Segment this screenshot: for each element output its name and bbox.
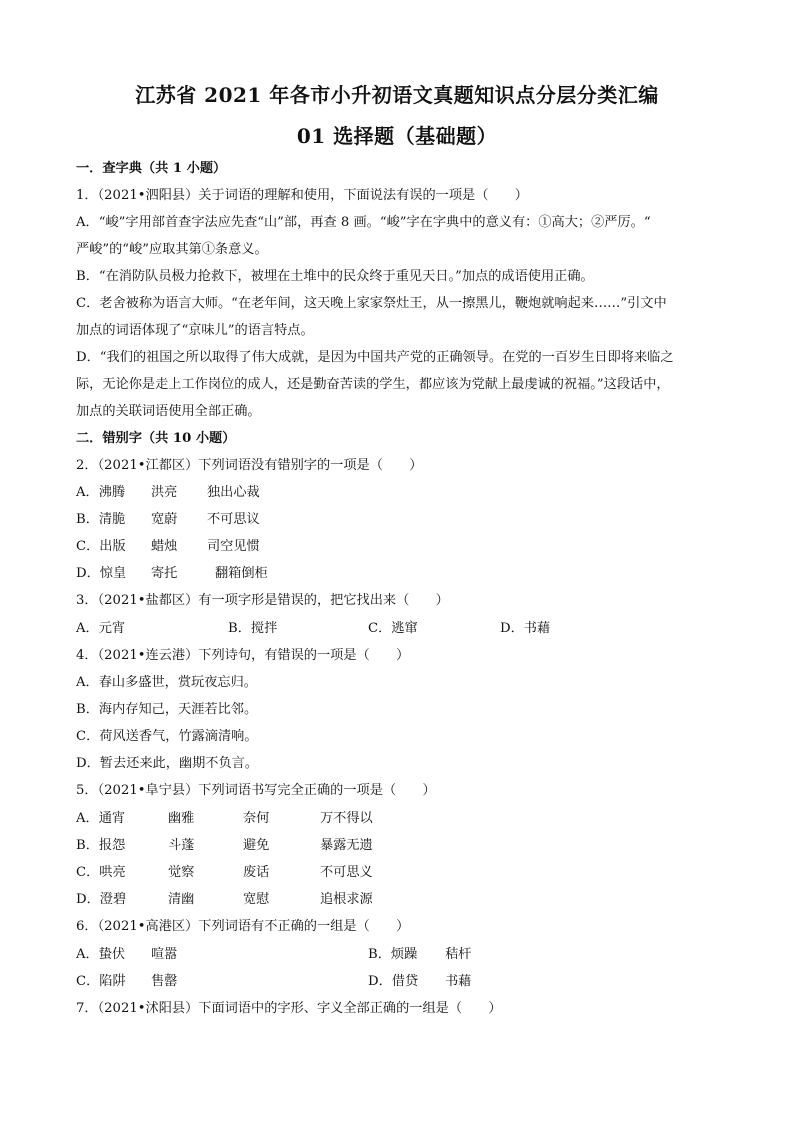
q5-option-a-3: 奈何 (243, 811, 270, 826)
q5-option-d-3: 宽慰 (243, 892, 270, 907)
question-3-stem: 3．（2021•盐都区）有一项字形是错误的，把它找出来（ ） (76, 593, 449, 608)
q5-option-b-1: B．报怨 (76, 838, 126, 853)
q2-option-d-1: D．惊皇 (76, 566, 127, 581)
q2-option-d-3: 翻箱倒柜 (215, 566, 268, 581)
q3-option-d: D．书藉 (500, 621, 551, 636)
q4-option-d: D．暂去还来此，幽期不负言。 (76, 756, 259, 771)
question-1-option-a-cont: 严峻”的“峻”应取其第①条意义。 (76, 242, 268, 257)
q2-option-d-2: 寄托 (151, 566, 178, 581)
q5-option-a-2: 幽雅 (168, 811, 195, 826)
question-7-stem: 7．（2021•沭阳县）下面词语中的字形、字义全部正确的一组是（ ） (76, 1001, 502, 1016)
question-6-stem: 6．（2021•高港区）下列词语有不正确的一组是（ ） (76, 919, 410, 934)
q6-option-d-2: 书藉 (445, 974, 472, 989)
q6-option-c-2: 售罄 (151, 974, 178, 989)
q5-option-a-4: 万不得以 (320, 811, 373, 826)
question-1-option-d: D．“我们的祖国之所以取得了伟大成就，是因为中国共产党的正确领导。在党的一百岁生日即将来临之 (76, 350, 674, 365)
question-1-option-c: C．老舍被称为语言大师。“在老年间，这天晚上家家祭灶王，从一擦黑儿，鞭炮就响起来……”引文中 (76, 296, 667, 311)
question-4-stem: 4．（2021•连云港）下列诗句，有错误的一项是（ ） (76, 648, 410, 663)
q5-option-b-3: 避免 (243, 838, 270, 853)
q5-option-c-2: 觉察 (168, 865, 195, 880)
q6-option-d-1: D．借贷 (368, 974, 419, 989)
q6-option-a-1: A．蛰伏 (76, 947, 126, 962)
question-1-option-a: A．“峻”字用部首查字法应先查“山”部，再查 8 画。“峻”字在字典中的意义有：①高大；②严厉。“ (76, 215, 651, 230)
section-heading-1: 一．查字典（共 1 小题） (76, 161, 227, 176)
q5-option-a-1: A．通宵 (76, 811, 126, 826)
section-heading-2: 二．错别字（共 10 小题） (76, 431, 236, 446)
q2-option-c-2: 蜡烛 (151, 539, 178, 554)
q6-option-b-1: B．烦躁 (368, 947, 418, 962)
q2-option-a-1: A．沸腾 (76, 485, 126, 500)
q2-option-c-3: 司空见惯 (207, 539, 260, 554)
q5-option-d-2: 清幽 (168, 892, 195, 907)
question-1-option-c-cont: 加点的词语体现了“京味儿”的语言特点。 (76, 323, 314, 338)
q5-option-d-4: 追根求源 (320, 892, 373, 907)
q2-option-a-3: 独出心裁 (207, 485, 260, 500)
q2-option-a-2: 洪亮 (151, 485, 178, 500)
q2-option-b-2: 宽蔚 (151, 512, 178, 527)
q3-option-b: B．搅拌 (228, 621, 278, 636)
q2-option-b-1: B．清脆 (76, 512, 126, 527)
document-title: 江苏省 2021 年各市小升初语文真题知识点分层分类汇编 (135, 83, 659, 107)
q6-option-a-2: 喧嚣 (151, 947, 178, 962)
q5-option-b-4: 暴露无遗 (320, 838, 373, 853)
question-5-stem: 5．（2021•阜宁县）下列词语书写完全正确的一项是（ ） (76, 783, 436, 798)
q6-option-c-1: C．陷阱 (76, 974, 126, 989)
question-1-option-b: B．“在消防队员极力抢救下，被埋在土堆中的民众终于重见天日。”加点的成语使用正确。 (76, 269, 594, 284)
q5-option-c-3: 废话 (243, 865, 270, 880)
q5-option-d-1: D．澄碧 (76, 892, 127, 907)
q3-option-a: A．元宵 (76, 621, 126, 636)
question-2-stem: 2．（2021•江都区）下列词语没有错别字的一项是（ ） (76, 458, 423, 473)
question-1-stem: 1．（2021•泗阳县）关于词语的理解和使用，下面说法有误的一项是（ ） (76, 188, 528, 203)
q4-option-b: B．海内存知己，天涯若比邻。 (76, 702, 258, 717)
document-subtitle: 01 选择题（基础题） (296, 124, 498, 148)
q5-option-c-1: C．哄亮 (76, 865, 126, 880)
q6-option-b-2: 秸杆 (445, 947, 472, 962)
question-1-option-d-cont2: 加点的关联词语使用全部正确。 (76, 404, 261, 419)
question-1-option-d-cont: 际，无论你是走上工作岗位的成人，还是勤奋苦读的学生，都应该为党献上最虔诚的祝福。”这段话中， (76, 377, 670, 392)
q4-option-c: C．荷风送香气，竹露滴清响。 (76, 729, 258, 744)
q3-option-c: C．逃窜 (368, 621, 418, 636)
q2-option-b-3: 不可思议 (207, 512, 260, 527)
q2-option-c-1: C．出版 (76, 539, 126, 554)
q5-option-c-4: 不可思义 (320, 865, 373, 880)
q4-option-a: A．春山多盛世，赏玩夜忘归。 (76, 675, 257, 690)
q5-option-b-2: 斗蓬 (168, 838, 195, 853)
